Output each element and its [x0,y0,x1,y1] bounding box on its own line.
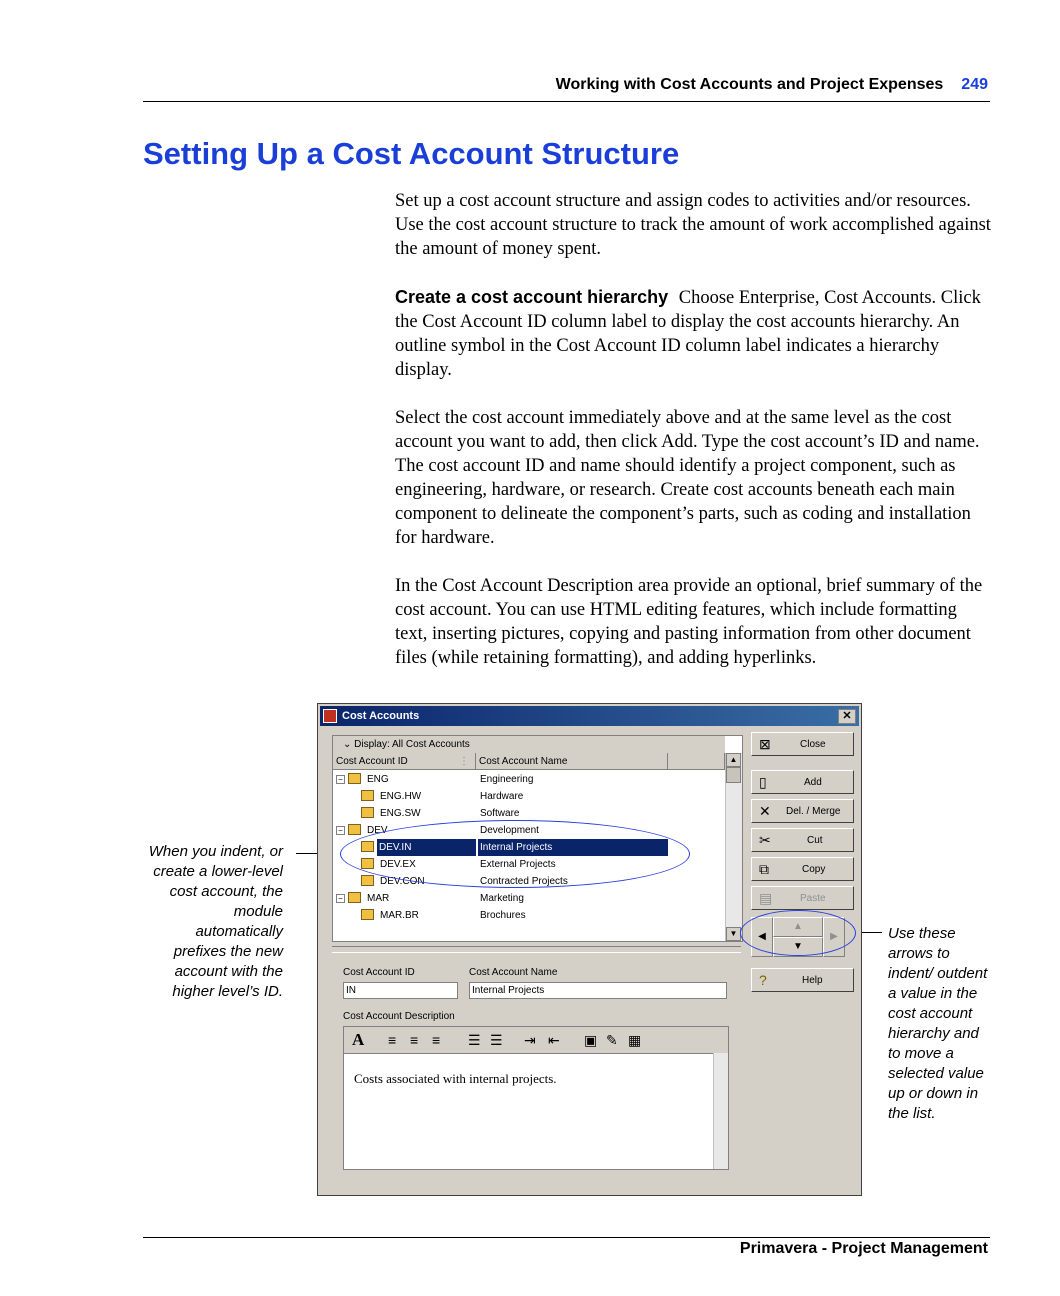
bullet-list-icon[interactable]: ☰ [468,1032,481,1048]
row-id: DEV.EX [380,859,416,870]
collapse-icon[interactable]: − [336,775,345,784]
add-button-label: Add [804,777,822,788]
display-filter[interactable] [333,736,725,753]
cost-account-id-label: Cost Account ID [343,967,415,978]
row-id: DEV.CON [380,876,425,887]
column-header-name[interactable] [476,753,668,770]
paragraph-2-text: Choose Enterprise, Cost Accounts. Click the Cost Account ID column label to display the cost accounts hierarchy. An outline symbol in the Cost Account ID column label indicates a hierarchy display. [395,288,981,380]
column-header-blank [668,753,725,770]
table-row[interactable] [333,890,725,907]
close-button-label: Close [800,739,826,750]
row-name: Marketing [480,893,524,904]
paste-icon: ▤ [759,890,773,906]
cost-account-id-field[interactable]: IN [343,982,458,999]
collapse-icon[interactable]: − [336,826,345,835]
insert-picture-icon[interactable]: ▣ [584,1032,598,1048]
align-center-icon[interactable]: ≡ [410,1032,419,1048]
table-row[interactable] [333,788,725,805]
cut-button-label: Cut [807,835,823,846]
paragraph-2 [395,285,991,382]
move-down-icon[interactable]: ▼ [773,937,823,957]
paragraph-3: Select the cost account immediately above and at the same level as the cost account you want to add, then click Add. Type the cost account’s ID and name. The cost account ID and name should identify a project component, such as engineering, hardware, or research. Create cost accounts beneath each main component to delineate the component’s parts, such as coding and installation for hardware. [395,408,980,548]
runin-heading: Create a cost account hierarchy [395,287,669,307]
chevron-down-icon: ⌄ [343,739,355,750]
copy-button[interactable] [751,857,854,881]
new-page-icon: ▯ [759,774,767,790]
cost-account-description-label: Cost Account Description [343,1011,455,1022]
help-button[interactable] [751,968,854,992]
highlight-ellipse-rows [340,820,690,888]
folder-icon [348,892,361,903]
numbered-list-icon[interactable]: ☰ [490,1032,503,1048]
row-name: Engineering [480,774,534,785]
cost-account-name-field[interactable]: Internal Projects [469,982,727,999]
scissors-icon: ✂ [759,832,771,848]
row-name: Hardware [480,791,524,802]
table-row[interactable] [333,771,725,788]
move-up-icon[interactable]: ▲ [773,917,823,937]
app-icon [323,709,337,723]
outline-icon: ⋮ [459,756,469,767]
delete-merge-button[interactable] [751,799,854,823]
splitter-bar[interactable] [332,946,741,953]
copy-icon: ⧉ [759,861,769,877]
folder-icon [348,824,361,835]
add-button[interactable] [751,770,854,794]
folder-icon [361,790,374,801]
folder-icon [361,909,374,920]
dialog-title: Cost Accounts [342,710,420,722]
row-name: Software [480,808,520,819]
page-title: Setting Up a Cost Account Structure [143,136,680,171]
callout-left: When you indent, or create a lower-level cost account, the module automatically prefixes the new account with the higher level’s ID. [148,843,283,1000]
align-right-icon[interactable]: ≡ [432,1032,441,1048]
cut-button[interactable] [751,828,854,852]
description-text: Costs associated with internal projects. [354,1071,557,1086]
paragraph-1: Set up a cost account structure and assign codes to activities and/or resources. Use the cost account structure to track the amount of work accomplished against the amount of money spent. [395,191,991,259]
body-text [395,189,991,694]
row-id: ENG.SW [380,808,421,819]
align-left-icon[interactable]: ≡ [388,1032,397,1048]
close-icon[interactable]: ✕ [838,709,856,724]
column-header-id-label: Cost Account ID [336,756,408,767]
outdent-icon[interactable]: ⇤ [548,1032,560,1048]
row-id: MAR.BR [380,910,419,921]
delete-icon: ✕ [759,803,771,819]
row-id: DEV [367,825,388,836]
dialog-titlebar[interactable] [320,706,859,726]
row-id: MAR [367,893,390,904]
cost-account-name-label: Cost Account Name [469,967,558,978]
callout-right: Use these arrows to indent/ outdent a value in the cost account hierarchy and to move a selected value up or down in the list. [888,925,988,1122]
help-icon: ? [759,972,767,988]
scroll-up-icon[interactable]: ▲ [726,753,741,767]
indent-right-icon[interactable]: ▶ [823,917,845,957]
highlight-ellipse-arrows [740,910,856,956]
indent-icon[interactable]: ⇥ [524,1032,536,1048]
help-button-label: Help [802,975,823,986]
editor-toolbar [344,1027,728,1054]
collapse-icon[interactable]: − [336,894,345,903]
column-header-name-label: Cost Account Name [479,756,568,767]
close-button[interactable] [751,732,854,756]
display-filter-label: Display: All Cost Accounts [354,739,470,750]
header-title: Working with Cost Accounts and Project Expenses [555,76,944,93]
paste-button-label: Paste [800,893,826,904]
row-id: ENG.HW [380,791,422,802]
outdent-left-icon[interactable]: ◀ [751,917,773,957]
column-header-id[interactable] [333,753,476,770]
header-rule [143,101,990,102]
row-name: External Projects [480,859,556,870]
copy-button-label: Copy [802,864,826,875]
row-name: Development [480,825,539,836]
row-id: ENG [367,774,389,785]
editor-scrollbar[interactable] [713,1053,728,1169]
font-icon[interactable]: A [352,1030,365,1049]
scroll-down-icon[interactable]: ▼ [726,927,741,941]
footer-text: Primavera - Project Management [739,1240,988,1257]
description-editor[interactable] [343,1026,729,1170]
row-name: Internal Projects [478,839,668,856]
delete-merge-button-label: Del. / Merge [786,806,841,817]
folder-icon [361,807,374,818]
grid-scrollbar[interactable] [725,753,742,941]
running-header [556,76,988,94]
scroll-thumb[interactable] [726,767,741,783]
folder-icon [348,773,361,784]
footer-rule [143,1237,990,1238]
page-number: 249 [961,76,988,93]
folder-icon [361,875,374,886]
table-icon[interactable]: ▦ [628,1032,642,1048]
paste-button[interactable] [751,886,854,910]
row-id: DEV.IN [377,839,476,856]
row-name: Brochures [480,910,526,921]
table-row[interactable] [333,907,725,924]
paragraph-4: In the Cost Account Description area provide an optional, brief summary of the cost account. You can use HTML editing features, which include formatting text, inserting pictures, copying and pasting information from other document files (while retaining formatting), and adding hyperlinks. [395,576,983,668]
hyperlink-icon[interactable]: ✎ [606,1032,618,1048]
row-name: Contracted Projects [480,876,568,887]
close-window-icon: ⊠ [759,736,771,752]
